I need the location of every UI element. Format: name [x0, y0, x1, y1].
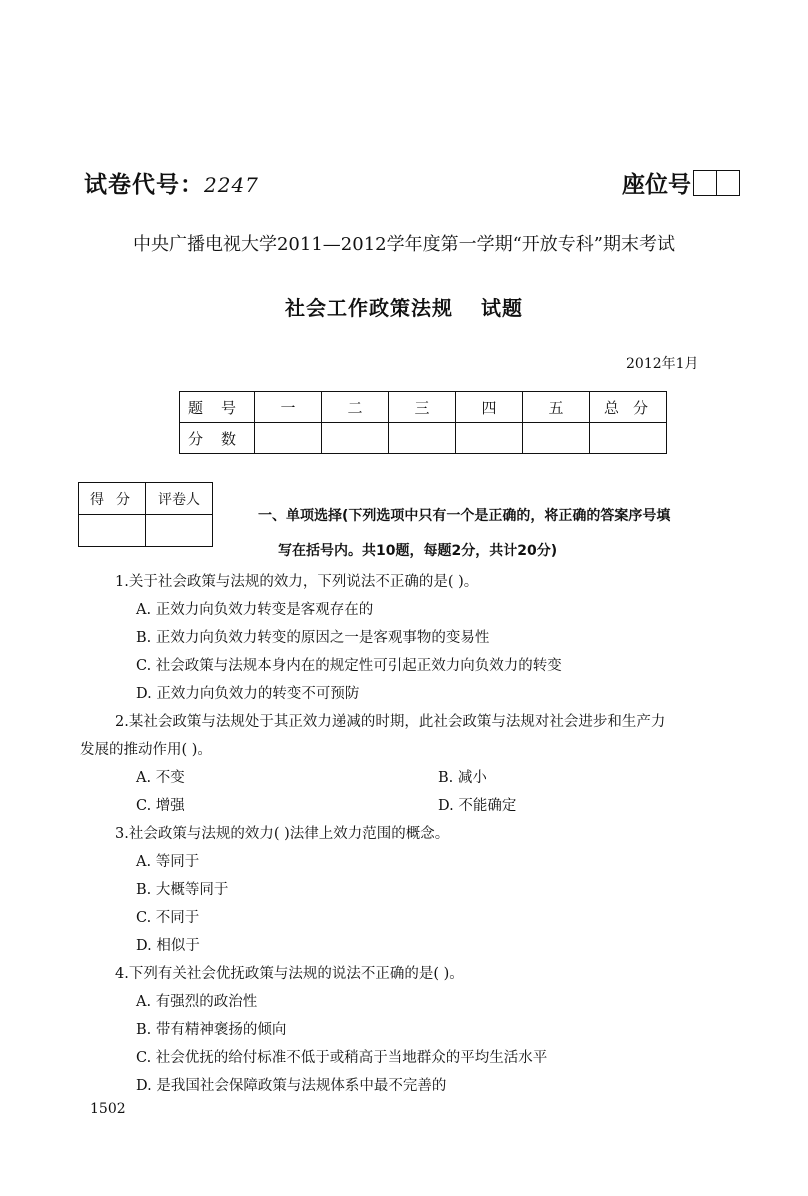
- question-2-stem-line2: 发展的推动作用( )。: [80, 742, 212, 758]
- score-table: [179, 391, 667, 454]
- page-number: 1502: [90, 1101, 126, 1117]
- section-heading-line1: 一、单项选择(下列选项中只有一个是正确的，将正确的答案序号填: [258, 508, 671, 524]
- question-4-option-b: B. 带有精神褒扬的倾向: [136, 1022, 287, 1038]
- paper-code: [84, 166, 259, 199]
- score-table-row-label: 题号: [180, 392, 255, 423]
- score-cell[interactable]: [456, 423, 523, 454]
- seat-label: 座位号: [622, 172, 691, 198]
- grader-score-cell[interactable]: [79, 515, 146, 547]
- question-2-option-c: C. 增强: [136, 798, 185, 814]
- exam-title: 中央广播电视大学2011—2012学年度第一学期“开放专科”期末考试: [132, 234, 676, 255]
- question-2-stem-line1: 2.某社会政策与法规处于其正效力递减的时期，此社会政策与法规对社会进步和生产力: [115, 714, 666, 730]
- question-3-option-b: B. 大概等同于: [136, 882, 229, 898]
- question-3-stem: 3.社会政策与法规的效力( )法律上效力范围的概念。: [115, 826, 450, 842]
- score-cell[interactable]: [322, 423, 389, 454]
- seat-number-box[interactable]: [693, 170, 740, 196]
- question-1-option-d: D. 正效力向负效力的转变不可预防: [136, 686, 360, 702]
- score-table-column: 二: [322, 392, 389, 423]
- grader-score-label: 得分: [79, 483, 146, 515]
- exam-date: 2012年1月: [626, 356, 699, 372]
- question-4-option-a: A. 有强烈的政治性: [136, 994, 258, 1010]
- score-cell[interactable]: [523, 423, 590, 454]
- question-2-option-d: D. 不能确定: [438, 798, 517, 814]
- score-cell[interactable]: [590, 423, 667, 454]
- score-table-column: 总分: [590, 392, 667, 423]
- score-table-row-label: 分数: [180, 423, 255, 454]
- question-3-option-a: A. 等同于: [136, 854, 200, 870]
- subject-title: 社会工作政策法规 试题: [285, 296, 523, 320]
- question-4-option-c: C. 社会优抚的给付标准不低于或稍高于当地群众的平均生活水平: [136, 1050, 548, 1066]
- paper-code-number: 2247: [204, 173, 259, 197]
- question-2-option-a: A. 不变: [136, 770, 185, 786]
- seat-number: [622, 166, 740, 199]
- question-4-stem: 4.下列有关社会优抚政策与法规的说法不正确的是( )。: [115, 966, 464, 982]
- question-1-option-c: C. 社会政策与法规本身内在的规定性可引起正效力向负效力的转变: [136, 658, 562, 674]
- grader-table: [78, 482, 213, 547]
- question-4-option-d: D. 是我国社会保障政策与法规体系中最不完善的: [136, 1078, 447, 1094]
- question-3-option-c: C. 不同于: [136, 910, 200, 926]
- question-2-option-b: B. 减小: [438, 770, 487, 786]
- question-1-option-a: A. 正效力向负效力转变是客观存在的: [136, 602, 374, 618]
- question-1-option-b: B. 正效力向负效力转变的原因之一是客观事物的变易性: [136, 630, 490, 646]
- score-table-score-row: [180, 423, 667, 454]
- paper-code-label: 试卷代号：: [84, 172, 204, 198]
- score-table-column: 五: [523, 392, 590, 423]
- score-table-header-row: [180, 392, 667, 423]
- score-cell[interactable]: [255, 423, 322, 454]
- grader-name-cell[interactable]: [146, 515, 213, 547]
- question-3-option-d: D. 相似于: [136, 938, 200, 954]
- score-table-column: 四: [456, 392, 523, 423]
- section-heading-line2: 写在括号内。共10题，每题2分，共计20分): [278, 543, 558, 559]
- score-table-column: 一: [255, 392, 322, 423]
- score-cell[interactable]: [389, 423, 456, 454]
- grader-label: 评卷人: [146, 483, 213, 515]
- score-table-column: 三: [389, 392, 456, 423]
- question-1-stem: 1.关于社会政策与法规的效力，下列说法不正确的是( )。: [115, 574, 479, 590]
